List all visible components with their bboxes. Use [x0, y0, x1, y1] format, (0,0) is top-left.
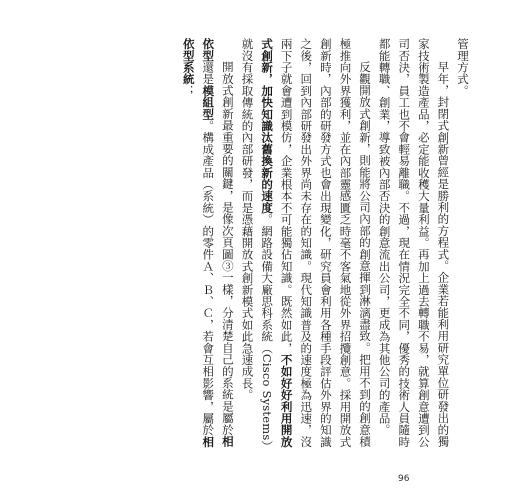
text-segment: 還是: [201, 61, 216, 85]
text-segment: 管理方式。: [456, 38, 470, 97]
paragraph: [178, 38, 237, 448]
text-segment: 反觀開放式創新，則能將公司內部的創意揮到淋漓盡致。把用不到的創意積極推向外界獲利，並在內部靈感匱乏時毫不客氣地從外界招攬創意。採用開放式創新時，內部的研發方式也會出現變化，研究員會利用各種手段評估外界的知識之後，回到內部研發出外界尚未存在的知識。現代知識普及的速度極為迅速，沒兩下子就會遭到模仿，企業根本不可能獨佔知識。既然如此，: [279, 38, 373, 448]
vertical-text-body: [140, 38, 472, 448]
bold-emphasis: 相依型: [201, 38, 235, 448]
text-segment: 開放式創新最重要的關鍵，是像次頁圖③一樣，分清楚自己的系統是屬於: [220, 61, 235, 436]
bold-emphasis: 不如好好利用開放式創新，加快知識汰舊換新的速度: [260, 38, 294, 448]
text-segment: 。網路設備大廠思科系統（: [260, 213, 275, 354]
paragraph: [237, 38, 374, 448]
paragraph: [452, 38, 472, 448]
latin-text: Cisco Systems: [260, 353, 275, 441]
text-segment: 早年，封閉式創新曾經是勝利的方程式。企業若能利用研究單位研發出的獨家技術製造產品，必定能收穫大量利益。再加上過去轉職不易，就算創意遭到公司否決，員工也不會輕易離職。不過，現在情況完全不同，優秀的技術人員隨時都能轉職、創業，導致被內部否決的創意流出公司，更成為其他公司的產品。: [377, 38, 451, 448]
text-segment: 。構成產品（系統）的零件Ａ、Ｂ、Ｃ，若會互相影響，屬於: [201, 119, 216, 436]
page-number: 96: [398, 474, 410, 484]
paragraph: [374, 38, 452, 448]
text-segment: ；: [181, 84, 196, 97]
text-segment: ）就沒有採取傳統的內部研發，而是憑藉開放式創新模式如此急速成長。: [240, 38, 275, 447]
bold-emphasis: 相依型系統: [181, 38, 216, 448]
bold-emphasis: 模組型: [201, 84, 216, 120]
